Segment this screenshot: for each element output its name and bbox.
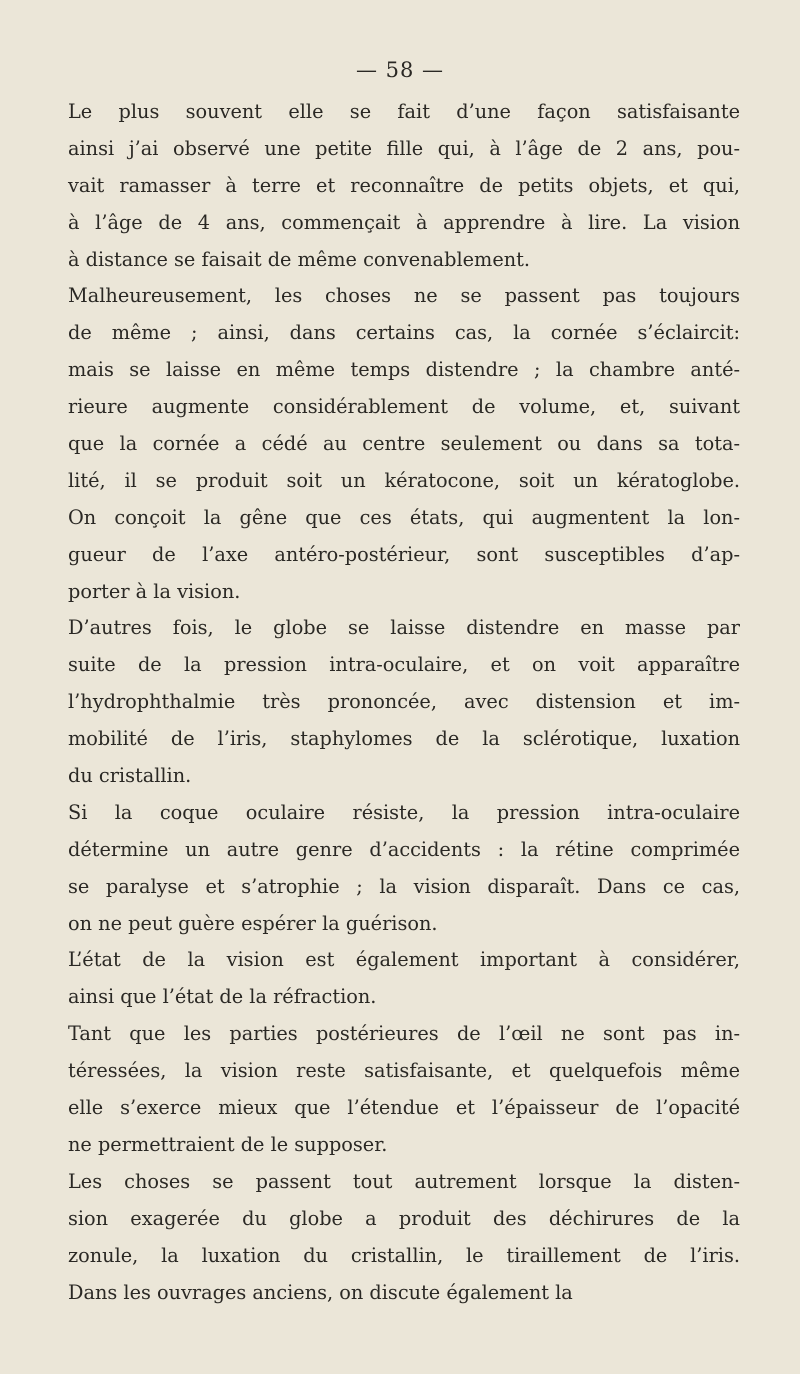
text-line: elle s’exerce mieux que l’étendue et l’épaisseur de l’opacité [68,1096,740,1120]
text-line: Tant que les parties postérieures de l’œil ne sont pas in- [68,1022,740,1046]
text-line: mais se laisse en même temps distendre ; la chambre anté- [68,358,740,382]
text-line: détermine un autre genre d’accidents : la rétine comprimée [68,837,740,861]
text-line: porter à la vision. [68,579,241,603]
text-line: On conçoit la gêne que ces états, qui augmentent la lon- [68,505,740,529]
text-line: gueur de l’axe antéro-postérieur, sont susceptibles d’ap- [68,542,740,566]
text-line: vait ramasser à terre et reconnaître de petits objets, et qui, [68,173,740,197]
text-line: ainsi j’ai observé une petite fille qui, à l’âge de 2 ans, pou- [68,136,740,160]
text-line: L’état de la vision est également important à considérer, [68,948,740,972]
text-line: se paralyse et s’atrophie ; la vision disparaît. Dans ce cas, [68,874,740,898]
text-line: on ne peut guère espérer la guérison. [68,911,438,935]
text-line: rieure augmente considérablement de volume, et, suivant [68,395,740,419]
text-line: sion exagerée du globe a produit des déchirures de la [68,1206,740,1230]
text-line: à distance se faisait de même convenablement. [68,247,531,271]
text-line: que la cornée a cédé au centre seulement ou dans sa tota- [68,432,740,456]
text-line: D’autres fois, le globe se laisse distendre en masse par [68,616,740,640]
text-line: Le plus souvent elle se fait d’une façon satisfaisante [68,100,740,123]
body-text [68,94,740,1311]
text-line: ainsi que l’état de la réfraction. [68,985,377,1009]
text-line: à l’âge de 4 ans, commençait à apprendre à lire. La vision [68,210,740,234]
text-line: l’hydrophthalmie très prononcée, avec distension et im- [68,690,740,714]
text-line: Malheureusement, les choses ne se passent pas toujours [68,284,740,308]
text-line: de même ; ainsi, dans certains cas, la cornée s’éclaircit: [68,321,740,345]
text-line: Si la coque oculaire résiste, la pression intra-oculaire [68,800,740,824]
page-number: — 58 — [355,58,445,82]
text-line: Dans les ouvrages anciens, on discute également la [68,1280,573,1304]
text-line: suite de la pression intra-oculaire, et on voit apparaître [68,653,740,677]
text-line: téressées, la vision reste satisfaisante, et quelquefois même [68,1059,740,1083]
text-line: Les choses se passent tout autrement lorsque la disten- [68,1169,740,1193]
text-line: du cristallin. [68,764,192,788]
text-line: zonule, la luxation du cristallin, le tiraillement de l’iris. [68,1243,740,1267]
text-line: lité, il se produit soit un kératocone, soit un kératoglobe. [68,468,740,492]
text-line: ne permettraient de le supposer. [68,1132,388,1156]
text-line: mobilité de l’iris, staphylomes de la sclérotique, luxation [68,727,740,751]
